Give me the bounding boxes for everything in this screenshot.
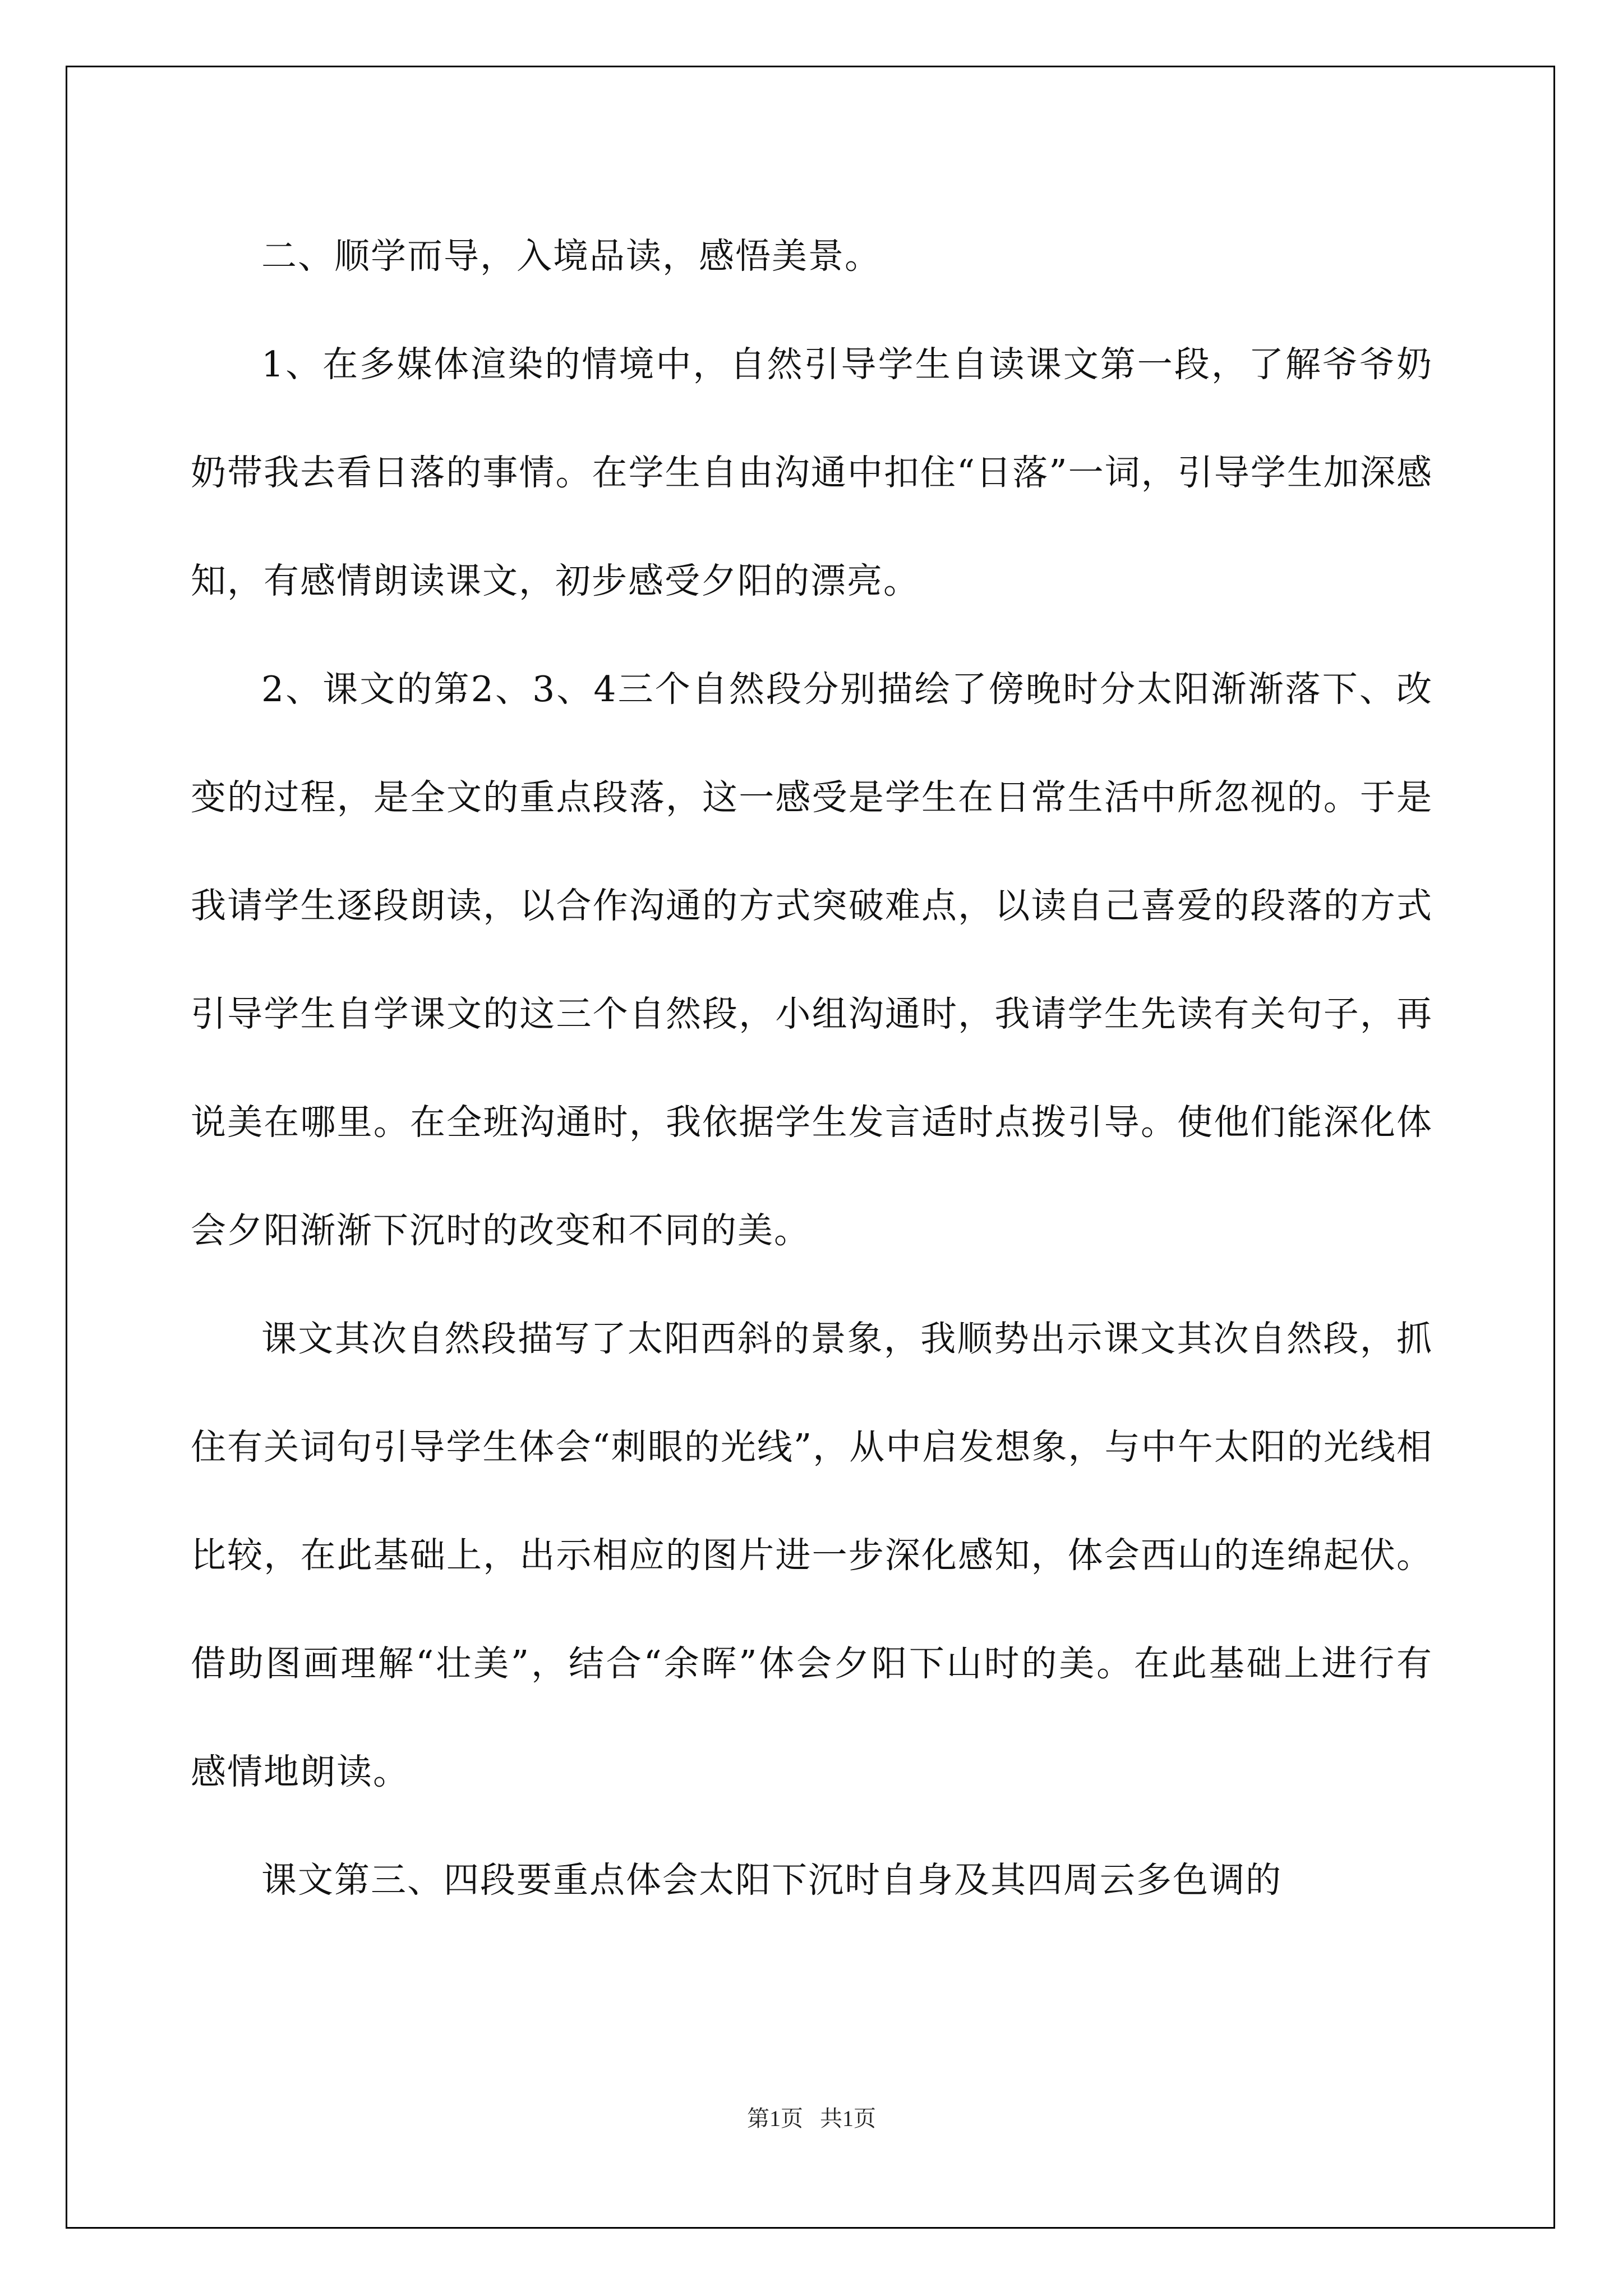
paragraph-2: 2、课文的第2、3、4三个自然段分别描绘了傍晚时分太阳渐渐落下、改变的过程，是全文的重点段落，这一感受是学生在日常生活中所忽视的。于是我请学生逐段朗读，以合作沟通的方式突破难点，以读自己喜爱的段落的方式引导学生自学课文的这三个自然段，小组沟通时，我请学生先读有关句子，再说美在哪里。在全班沟通时，我依据学生发言适时点拨引导。使他们能深化体会夕阳渐渐下沉时的改变和不同的美。 <box>191 669 1433 1251</box>
page-number-footer: 第1页 共1页 <box>747 2106 876 2131</box>
paragraph-section-heading: 二、顺学而导，入境品读，感悟美景。 <box>261 236 881 277</box>
document-body <box>191 202 1433 1934</box>
paragraph-1: 1、在多媒体渲染的情境中，自然引导学生自读课文第一段，了解爷爷奶奶带我去看日落的事情。在学生自由沟通中扣住“日落”一词，引导学生加深感知，有感情朗读课文，初步感受夕阳的漂亮。 <box>191 344 1433 601</box>
paragraph-3: 课文其次自然段描写了太阳西斜的景象，我顺势出示课文其次自然段，抓住有关词句引导学生体会“刺眼的光线”，从中启发想象，与中午太阳的光线相比较，在此基础上，出示相应的图片进一步深化感知，体会西山的连绵起伏。借助图画理解“壮美”，结合“余晖”体会夕阳下山时的美。在此基础上进行有感情地朗读。 <box>191 1318 1433 1792</box>
paragraph-4: 课文第三、四段要重点体会太阳下沉时自身及其四周云多色调的 <box>261 1860 1282 1901</box>
